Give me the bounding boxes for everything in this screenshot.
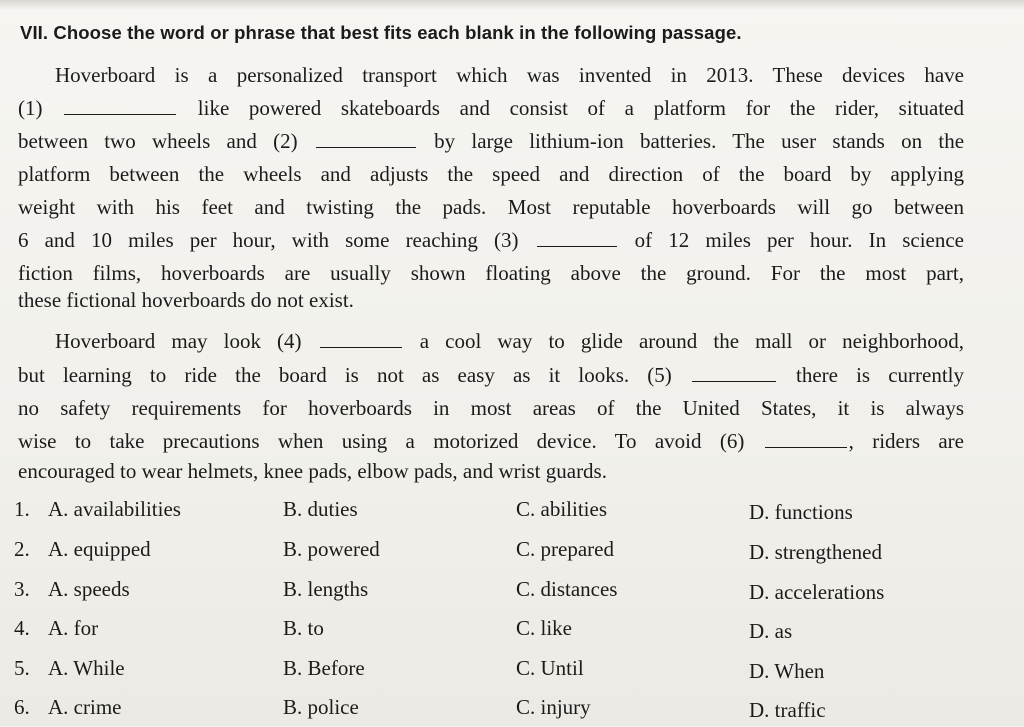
passage-line bbox=[18, 159, 964, 189]
option-a: A. While bbox=[48, 656, 125, 680]
passage-text: these fictional hoverboards do not exist. bbox=[18, 288, 354, 312]
exercise-heading: VII. Choose the word or phrase that best fits each blank in the following passage. bbox=[20, 22, 742, 43]
option-a: A. equipped bbox=[48, 537, 151, 561]
option-d: D. strengthened bbox=[749, 540, 882, 564]
option-a: A. availabilities bbox=[48, 497, 181, 521]
question-row bbox=[0, 572, 1024, 606]
option-c: C. prepared bbox=[516, 537, 614, 561]
passage-line bbox=[18, 258, 964, 288]
blank-4 bbox=[320, 329, 402, 348]
blank-1 bbox=[64, 96, 176, 115]
previous-page-edge bbox=[0, 0, 1024, 10]
passage-line bbox=[18, 192, 964, 222]
question-row bbox=[0, 611, 1024, 645]
option-d: D. traffic bbox=[749, 698, 826, 722]
passage-text: 6 and 10 miles per hour, with some reaching (3) bbox=[18, 228, 519, 252]
option-b: B. to bbox=[283, 616, 324, 640]
option-d: D. When bbox=[749, 659, 825, 683]
option-a: A. speeds bbox=[48, 577, 130, 601]
option-b: B. lengths bbox=[283, 577, 369, 601]
option-c: C. distances bbox=[516, 577, 618, 601]
passage-line bbox=[18, 225, 964, 255]
blank-2 bbox=[316, 129, 416, 148]
option-b: B. duties bbox=[283, 497, 358, 521]
passage-text: platform between the wheels and adjusts the speed and direction of the board by applying bbox=[18, 162, 964, 186]
passage-line bbox=[18, 93, 964, 123]
passage-text: there is currently bbox=[795, 363, 964, 387]
option-c: C. like bbox=[516, 616, 572, 640]
passage-line bbox=[18, 426, 964, 456]
question-number: 2. bbox=[14, 537, 30, 561]
passage-text: weight with his feet and twisting the pads. Most reputable hoverboards will go between bbox=[18, 195, 964, 219]
question-number: 1. bbox=[14, 497, 30, 521]
passage-text: encouraged to wear helmets, knee pads, elbow pads, and wrist guards. bbox=[18, 459, 607, 483]
blank-3 bbox=[537, 228, 617, 247]
passage-line bbox=[18, 456, 964, 486]
question-row bbox=[0, 532, 1024, 566]
passage-text: Hoverboard is a personalized transport which was invented in 2013. These devices have bbox=[55, 63, 964, 87]
option-c: C. Until bbox=[516, 656, 584, 680]
option-b: B. Before bbox=[283, 656, 365, 680]
passage-text: between two wheels and (2) bbox=[18, 129, 298, 153]
option-c: C. injury bbox=[516, 695, 591, 719]
passage-text: fiction films, hoverboards are usually shown floating above the ground. For the most part, bbox=[18, 261, 964, 285]
passage-text: , riders are bbox=[848, 429, 964, 453]
blank-6 bbox=[765, 429, 847, 448]
passage-line bbox=[18, 126, 964, 156]
option-b: B. powered bbox=[283, 537, 380, 561]
passage-text: no safety requirements for hoverboards in most areas of the United States, it is always bbox=[18, 396, 964, 420]
passage-line bbox=[18, 285, 964, 315]
passage-text: (1) bbox=[18, 96, 43, 120]
blank-5 bbox=[692, 363, 776, 382]
passage-text: but learning to ride the board is not as easy as it looks. (5) bbox=[18, 363, 672, 387]
question-row bbox=[0, 690, 1024, 724]
passage-text: a cool way to glide around the mall or neighborhood, bbox=[419, 329, 964, 353]
question-row bbox=[0, 492, 1024, 526]
passage-line bbox=[55, 326, 964, 356]
option-d: D. accelerations bbox=[749, 580, 885, 604]
option-a: A. crime bbox=[48, 695, 122, 719]
passage-text: like powered skateboards and consist of a platform for the rider, situated bbox=[197, 96, 965, 120]
question-number: 6. bbox=[14, 695, 30, 719]
passage-text: Hoverboard may look (4) bbox=[55, 329, 302, 353]
option-d: D. as bbox=[749, 619, 793, 643]
option-c: C. abilities bbox=[516, 497, 607, 521]
question-row bbox=[0, 651, 1024, 685]
option-d: D. functions bbox=[749, 500, 853, 524]
option-b: B. police bbox=[283, 695, 359, 719]
passage-line bbox=[18, 393, 964, 423]
passage-text: wise to take precautions when using a motorized device. To avoid (6) bbox=[18, 429, 745, 453]
option-a: A. for bbox=[48, 616, 99, 640]
passage-text: by large lithium-ion batteries. The user stands on the bbox=[434, 129, 965, 153]
passage-line bbox=[18, 360, 964, 390]
passage-text: of 12 miles per hour. In science bbox=[634, 228, 964, 252]
question-number: 5. bbox=[14, 656, 30, 680]
question-number: 4. bbox=[14, 616, 30, 640]
question-number: 3. bbox=[14, 577, 30, 601]
passage-line bbox=[55, 60, 964, 90]
